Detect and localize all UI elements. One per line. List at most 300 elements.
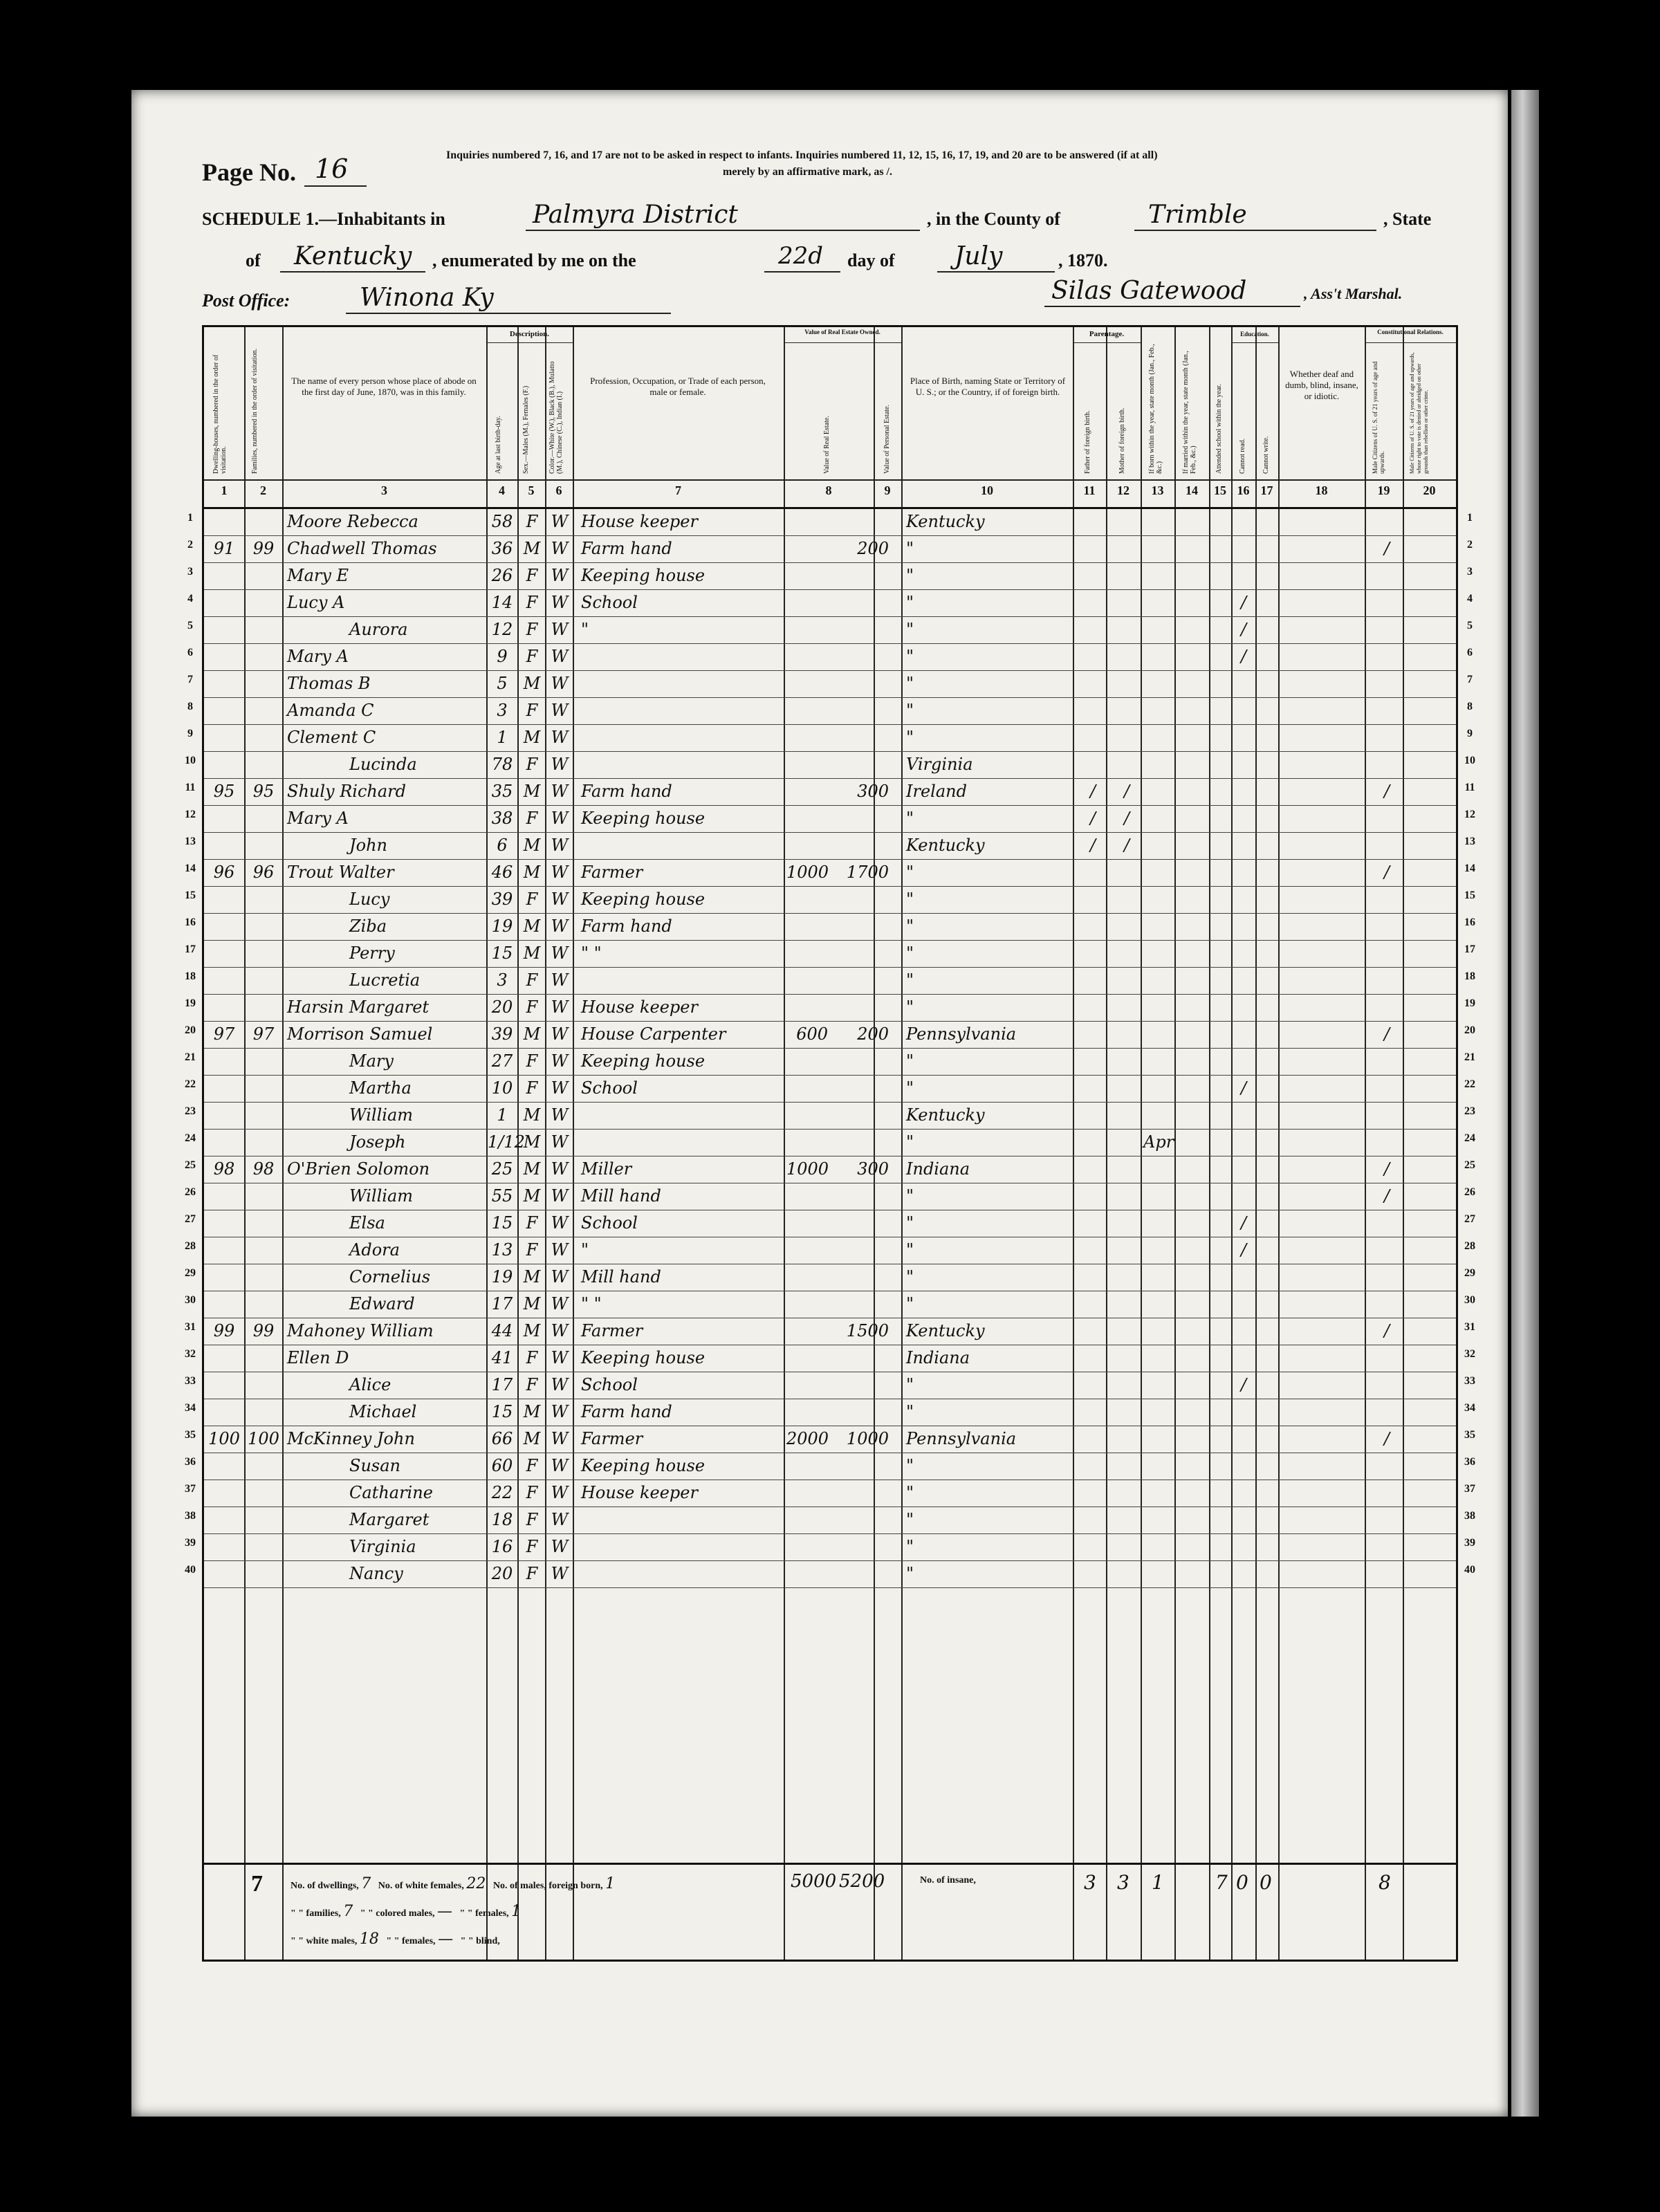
birthplace: " (906, 539, 914, 558)
dwelling-number (205, 618, 243, 642)
birth-month (1143, 1211, 1174, 1235)
real-estate-value (786, 618, 828, 642)
birthplace: " (906, 701, 914, 720)
real-estate-value (786, 1184, 828, 1208)
mother-foreign (1114, 1265, 1139, 1289)
table-row (204, 1533, 1456, 1561)
occupation (581, 833, 782, 858)
row-number: 15 (185, 890, 196, 901)
attended-school (1233, 726, 1254, 750)
color: W (551, 674, 569, 693)
person-name: Alice (349, 1375, 391, 1394)
occupation (581, 672, 782, 696)
male-citizen: / (1383, 1024, 1390, 1044)
person-name: Lucretia (349, 970, 421, 990)
table-row (204, 562, 1456, 590)
post-office-label: Post Office: (202, 291, 290, 311)
father-foreign (1081, 1427, 1105, 1451)
age: 13 (491, 1240, 513, 1260)
color: W (551, 1213, 569, 1233)
attended-school (1233, 699, 1254, 723)
mother-foreign (1114, 1481, 1139, 1505)
birth-month (1143, 699, 1174, 723)
total-real-estate: 5000 (791, 1871, 837, 1892)
male-citizen (1373, 887, 1401, 912)
father-foreign (1081, 887, 1105, 912)
age: 17 (491, 1375, 513, 1394)
birth-month (1143, 1103, 1174, 1127)
person-name: Mary E (287, 566, 349, 585)
dwelling-number (205, 753, 243, 777)
dwelling-number (205, 941, 243, 966)
occupation (581, 645, 782, 669)
row-number: 17 (185, 943, 196, 955)
real-estate-value: 1000 (786, 863, 829, 882)
occupation: " " (581, 1294, 602, 1314)
personal-estate-value (827, 510, 889, 534)
male-citizen (1373, 1373, 1401, 1397)
row-number: 14 (185, 863, 196, 874)
mother-foreign (1114, 1049, 1139, 1073)
dwelling-number (205, 726, 243, 750)
birthplace: " (906, 674, 914, 693)
dwelling-number (205, 914, 243, 939)
father-foreign (1081, 1346, 1105, 1370)
real-estate-value (786, 1319, 828, 1343)
total-dwellings-mark: 7 (251, 1871, 263, 1897)
color: W (551, 997, 569, 1017)
birthplace: Kentucky (906, 512, 985, 531)
color: W (551, 1456, 569, 1475)
male-citizen (1373, 1130, 1401, 1154)
row-number: 22 (1464, 1078, 1475, 1090)
occupation: Keeping house (581, 890, 706, 909)
father-foreign (1081, 1184, 1105, 1208)
occupation: Keeping house (581, 1456, 706, 1475)
row-number: 31 (1464, 1321, 1475, 1333)
birth-month (1143, 564, 1174, 588)
table-row (204, 724, 1456, 752)
attended-school (1233, 860, 1254, 885)
attended-school (1233, 1184, 1254, 1208)
father-foreign (1081, 995, 1105, 1020)
father-foreign (1081, 1481, 1105, 1505)
occupation: Farm hand (581, 539, 672, 558)
footer-row-3 (290, 1930, 500, 1948)
father-foreign (1081, 699, 1105, 723)
male-citizen: / (1383, 539, 1390, 558)
male-citizen (1373, 1292, 1401, 1316)
dwelling-number (205, 672, 243, 696)
colored-females-label: " " females, (386, 1936, 436, 1946)
birthplace: " (906, 809, 914, 828)
table-row (204, 859, 1456, 887)
sex: M (523, 1105, 541, 1125)
footer-row-1 (290, 1875, 615, 1892)
row-number: 3 (187, 566, 193, 578)
row-number: 20 (185, 1024, 196, 1036)
row-number: 4 (187, 593, 193, 605)
real-estate-value (786, 1562, 828, 1586)
mother-foreign (1114, 699, 1139, 723)
family-number (246, 1346, 282, 1370)
occupation (581, 968, 782, 993)
person-name: William (349, 1105, 414, 1125)
personal-estate-value (827, 1454, 889, 1478)
father-foreign: / (1089, 782, 1096, 801)
attended-school (1233, 1346, 1254, 1370)
dwellings-label: No. of dwellings, (290, 1881, 359, 1891)
father-foreign (1081, 591, 1105, 615)
column-number: 5 (528, 483, 535, 497)
birthplace: " (906, 1132, 914, 1152)
dwelling-number (205, 1562, 243, 1586)
birth-month (1143, 1373, 1174, 1397)
person-name: Ellen D (287, 1348, 349, 1367)
dwelling-number (205, 1373, 243, 1397)
column-number: 13 (1151, 483, 1164, 497)
row-number: 32 (1464, 1348, 1475, 1360)
birthplace: " (906, 1510, 914, 1529)
age: 1 (497, 1105, 508, 1125)
birthplace: " (906, 890, 914, 909)
parentage-divider (1073, 342, 1141, 343)
occupation (581, 1130, 782, 1154)
row-number: 25 (185, 1159, 196, 1171)
occupation: Farmer (581, 863, 643, 882)
age: 1 (497, 728, 508, 747)
mother-foreign (1114, 645, 1139, 669)
father-foreign (1081, 1238, 1105, 1262)
birth-month (1143, 1265, 1174, 1289)
person-name: Thomas B (287, 674, 371, 693)
row-number: 34 (1464, 1402, 1475, 1414)
row-number: 6 (1467, 647, 1473, 658)
sex: F (526, 593, 538, 612)
father-foreign: / (1089, 809, 1096, 828)
row-number: 40 (185, 1564, 196, 1576)
personal-estate-value (827, 941, 889, 966)
birth-month (1143, 753, 1174, 777)
real-estate-value (786, 591, 828, 615)
column-number: 9 (884, 483, 891, 497)
table-row (204, 1426, 1456, 1453)
age: 10 (491, 1078, 513, 1098)
birthplace: " (906, 566, 914, 585)
row-number: 36 (185, 1456, 196, 1468)
dwelling-number (205, 887, 243, 912)
age: 78 (491, 755, 513, 774)
month-value: July (954, 242, 1003, 270)
occupation: " (581, 620, 589, 639)
father-foreign (1081, 1049, 1105, 1073)
post-office-value: Winona Ky (360, 284, 494, 312)
dwelling-number (205, 645, 243, 669)
row-number: 19 (1464, 997, 1475, 1009)
person-name: Edward (349, 1294, 415, 1314)
sex: F (526, 1240, 538, 1260)
table-row (204, 1399, 1456, 1426)
family-number (246, 1049, 282, 1073)
birth-month (1143, 1076, 1174, 1100)
father-foreign (1081, 564, 1105, 588)
father-foreign: / (1089, 836, 1096, 855)
family-number (246, 887, 282, 912)
person-name: Chadwell Thomas (287, 539, 437, 558)
page-number-line (304, 185, 367, 187)
table-row (204, 940, 1456, 968)
males-foreign-label: No. of males, foreign born, (492, 1881, 603, 1891)
females-foreign-value: 1 (511, 1903, 522, 1920)
age: 6 (497, 836, 508, 855)
male-citizen (1373, 753, 1401, 777)
age: 35 (491, 782, 513, 801)
row-number: 10 (185, 755, 196, 766)
person-name: Michael (349, 1402, 417, 1421)
age: 26 (491, 566, 513, 585)
person-name: Trout Walter (287, 863, 394, 882)
occupation: Keeping house (581, 809, 706, 828)
state-label: , State (1383, 209, 1432, 229)
father-foreign (1081, 1454, 1105, 1478)
mother-foreign (1114, 1184, 1139, 1208)
person-name: Mary (349, 1051, 394, 1071)
table-row (204, 535, 1456, 563)
male-citizen (1373, 672, 1401, 696)
personal-estate-value (827, 1481, 889, 1505)
real-estate-value: 2000 (786, 1429, 829, 1448)
attended-school (1233, 887, 1254, 912)
birthplace: " (906, 1240, 914, 1260)
male-citizen (1373, 591, 1401, 615)
dwelling-number: 98 (213, 1159, 235, 1179)
family-number (246, 941, 282, 966)
male-citizen (1373, 1562, 1401, 1586)
state-line (280, 271, 425, 273)
mother-foreign (1114, 537, 1139, 561)
father-foreign (1081, 510, 1105, 534)
age: 58 (491, 512, 513, 531)
mother-foreign (1114, 995, 1139, 1020)
personal-estate-value (827, 1076, 889, 1100)
mother-foreign (1114, 618, 1139, 642)
family-number (246, 753, 282, 777)
post-office-line (346, 313, 671, 314)
family-number (246, 591, 282, 615)
row-number: 30 (185, 1294, 196, 1306)
dwelling-number: 96 (213, 863, 235, 882)
personal-estate-value (827, 1346, 889, 1370)
district-value: Palmyra District (533, 201, 738, 229)
person-name: Susan (349, 1456, 400, 1475)
marshal-label: , Ass't Marshal. (1304, 285, 1403, 302)
family-number (246, 699, 282, 723)
color: W (551, 782, 569, 801)
color: W (551, 539, 569, 558)
total-mother-foreign: 3 (1117, 1871, 1129, 1894)
age: 3 (497, 970, 508, 990)
occupation: House Carpenter (581, 1024, 726, 1044)
col9-header: Value of Personal Estate. (883, 405, 891, 474)
personal-estate-value: 300 (857, 1159, 889, 1179)
description-divider (486, 342, 573, 343)
personal-estate-value (827, 564, 889, 588)
age: 1/12 (488, 1132, 525, 1152)
table-row (204, 967, 1456, 995)
age: 38 (491, 809, 513, 828)
sex: F (526, 997, 538, 1017)
birthplace: " (906, 1213, 914, 1233)
row-number: 13 (185, 836, 196, 847)
personal-estate-value (827, 726, 889, 750)
county-line (1134, 230, 1376, 231)
age: 3 (497, 701, 508, 720)
column-number: 18 (1315, 483, 1328, 497)
sex: M (523, 1132, 541, 1152)
sex: M (523, 1024, 541, 1044)
real-estate-value (786, 1535, 828, 1559)
table-row (204, 886, 1456, 914)
age: 19 (491, 1267, 513, 1287)
color: W (551, 593, 569, 612)
column-number: 14 (1186, 483, 1198, 497)
attended-school (1233, 1400, 1254, 1424)
family-number (246, 1130, 282, 1154)
birth-month (1143, 968, 1174, 993)
family-number (246, 1481, 282, 1505)
birthplace: " (906, 1078, 914, 1098)
family-number (246, 672, 282, 696)
birth-month (1143, 1454, 1174, 1478)
education-header: Education. (1240, 331, 1269, 338)
color: W (551, 1321, 569, 1340)
row-number: 8 (1467, 701, 1473, 712)
color: W (551, 620, 569, 639)
real-estate-value (786, 510, 828, 534)
male-citizen (1373, 1481, 1401, 1505)
dwelling-number (205, 1508, 243, 1532)
person-name: John (349, 836, 387, 855)
dwelling-number (205, 1130, 243, 1154)
birthplace: " (906, 1564, 914, 1583)
person-name: Aurora (349, 620, 408, 639)
color: W (551, 1375, 569, 1394)
father-foreign (1081, 1157, 1105, 1181)
real-estate-value (786, 1265, 828, 1289)
row-number: 39 (1464, 1537, 1475, 1549)
age: 39 (491, 890, 513, 909)
color: W (551, 1537, 569, 1556)
birth-month (1143, 1049, 1174, 1073)
row-number: 27 (1464, 1213, 1475, 1225)
birthplace: Ireland (906, 782, 967, 801)
color: W (551, 1429, 569, 1448)
row-number: 37 (1464, 1483, 1475, 1495)
table-row (204, 589, 1456, 617)
male-citizen (1373, 807, 1401, 831)
color: W (551, 1159, 569, 1179)
color: W (551, 1483, 569, 1502)
birthplace: Kentucky (906, 836, 985, 855)
attended-school (1233, 510, 1254, 534)
color: W (551, 1564, 569, 1583)
family-number (246, 645, 282, 669)
row-number: 2 (187, 539, 193, 551)
month-line (937, 271, 1055, 273)
father-foreign (1081, 1535, 1105, 1559)
birthplace: Indiana (906, 1348, 970, 1367)
row-number: 38 (185, 1510, 196, 1522)
person-name: Adora (349, 1240, 400, 1260)
male-citizen: / (1383, 1159, 1390, 1179)
birthplace: " (906, 1537, 914, 1556)
personal-estate-value (827, 887, 889, 912)
birthplace: " (906, 620, 914, 639)
person-name: Moore Rebecca (287, 512, 418, 531)
page-number: 16 (315, 154, 349, 184)
insane-label: No. of insane, (920, 1875, 976, 1886)
age: 39 (491, 1024, 513, 1044)
real-estate-value (786, 1292, 828, 1316)
mother-foreign (1114, 1427, 1139, 1451)
column-number: 3 (381, 483, 387, 497)
sex: F (526, 970, 538, 990)
row-number: 5 (187, 620, 193, 632)
male-citizen (1373, 1103, 1401, 1127)
real-estate-value (786, 1076, 828, 1100)
column-number: 19 (1377, 483, 1390, 497)
sex: F (526, 1348, 538, 1367)
row-number: 11 (185, 782, 196, 793)
color: W (551, 728, 569, 747)
mother-foreign: / (1123, 836, 1130, 855)
sex: M (523, 782, 541, 801)
column-number: 8 (825, 483, 832, 497)
sex: F (526, 755, 538, 774)
table-row (204, 994, 1456, 1022)
birthplace: " (906, 728, 914, 747)
birthplace: " (906, 997, 914, 1017)
table-row (204, 697, 1456, 725)
family-number (246, 914, 282, 939)
birthplace: " (906, 1456, 914, 1475)
birthplace: Pennsylvania (906, 1024, 1017, 1044)
sex: M (523, 863, 541, 882)
birthplace: Indiana (906, 1159, 970, 1179)
attended-school: / (1240, 620, 1247, 639)
dwelling-number (205, 968, 243, 993)
birthplace: " (906, 1402, 914, 1421)
birthplace: " (906, 863, 914, 882)
age: 15 (491, 1402, 513, 1421)
row-number: 19 (185, 997, 196, 1009)
real-estate-value (786, 1454, 828, 1478)
real-estate-value (786, 887, 828, 912)
schedule-label: SCHEDULE 1.—Inhabitants in (202, 209, 445, 229)
column-number: 11 (1083, 483, 1096, 497)
total-school: 7 (1215, 1871, 1228, 1894)
attended-school: / (1240, 1375, 1247, 1394)
dwelling-number (205, 1454, 243, 1478)
row-number: 39 (185, 1537, 196, 1549)
county-label: , in the County of (927, 209, 1060, 229)
male-citizen (1373, 995, 1401, 1020)
sex: M (523, 728, 541, 747)
row-number: 12 (1464, 809, 1475, 820)
occupation: Farm hand (581, 782, 672, 801)
attended-school (1233, 1319, 1254, 1343)
sex: F (526, 647, 538, 666)
